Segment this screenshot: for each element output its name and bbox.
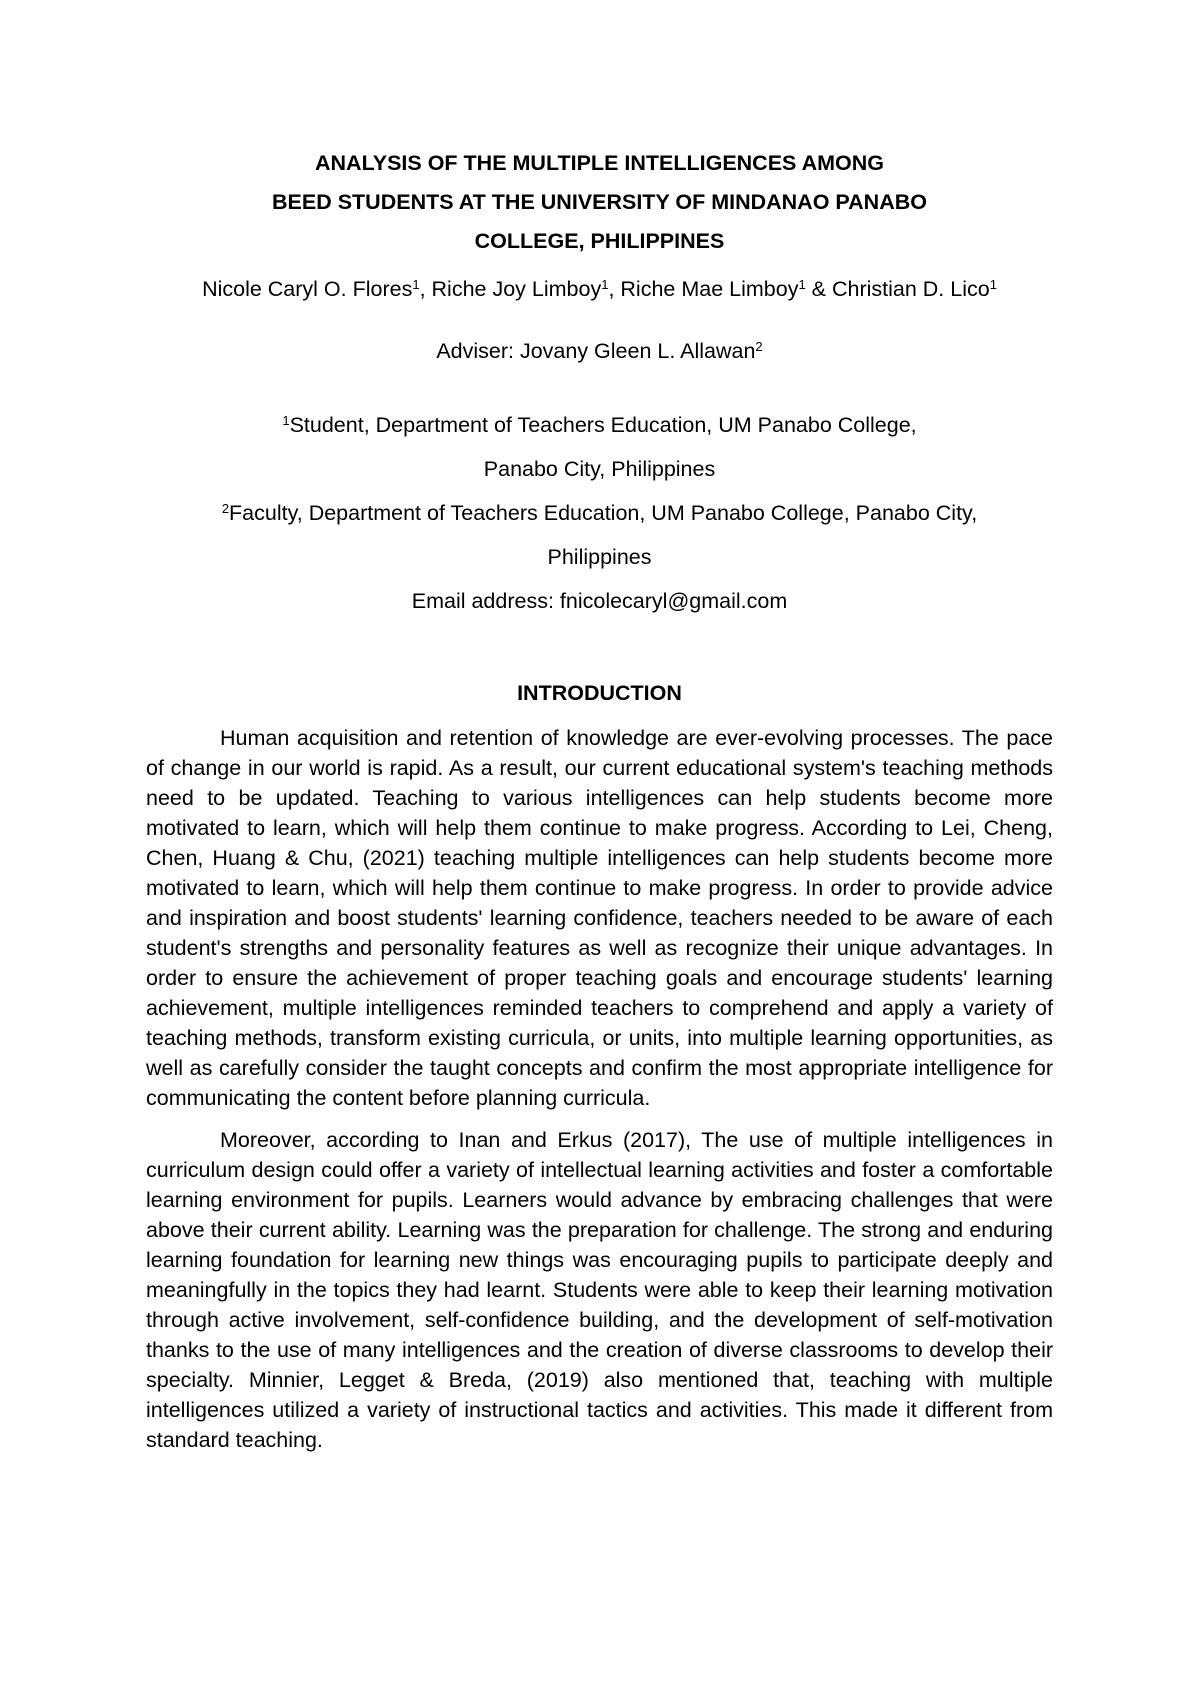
body-paragraph: Moreover, according to Inan and Erkus (2017), The use of multiple intelligences in curriculum design could offer a variety of intellectual learning activities and foster a comfortable learning environment for pupils. Learners would advance by embracing challenges that were above their current ability. Learning was the preparation for challenge. The strong and enduring learning foundation for learning new things was encouraging pupils to participate deeply and meaningfully in the topics they had learnt. Students were able to keep their learning motivation through active involvement, self-confidence building, and the development of self-motivation thanks to the use of many intelligences and the creation of diverse classrooms to develop their specialty. Minnier, Legget & Breda, (2019) also mentioned that, teaching with multiple intelligences utilized a variety of instructional tactics and activities. This made it different from standard teaching. [146, 1128, 1053, 1452]
affiliation-1-continued: Panabo City, Philippines [483, 457, 716, 481]
author-list [146, 275, 1053, 303]
title-line-1: ANALYSIS OF THE MULTIPLE INTELLIGENCES AMONG [315, 151, 884, 175]
affiliations [146, 403, 1053, 623]
author-separator: & [805, 277, 832, 301]
author-name: Christian D. Lico [831, 277, 990, 301]
author-affiliation-mark: 1 [601, 277, 609, 292]
body-paragraph: Human acquisition and retention of knowledge are ever-evolving processes. The pace of change in our world is rapid. As a result, our current educational system's teaching methods need to be updated. Teaching to various intelligences can help students become more motivated to learn, which will help them continue to make progress. According to Lei, Cheng, Chen, Huang & Chu, (2021) teaching multiple intelligences can help students become more motivated to learn, which will help them continue to make progress. In order to provide advice and inspiration and boost students' learning confidence, teachers needed to be aware of each student's strengths and personality features as well as recognize their unique advantages. In order to ensure the achievement of proper teaching goals and encourage students' learning achievement, multiple intelligences reminded teachers to comprehend and apply a variety of teaching methods, transform existing curricula, or units, into multiple learning opportunities, as well as carefully consider the taught concepts and confirm the most appropriate intelligence for communicating the content before planning curricula. [146, 726, 1053, 1110]
affiliation-mark: 1 [282, 413, 290, 428]
author-affiliation-mark: 1 [412, 277, 420, 292]
author-name: Nicole Caryl O. Flores [202, 277, 413, 301]
author-separator: , [419, 277, 432, 301]
author-name: Riche Joy Limboy [431, 277, 602, 301]
affiliation-2 [146, 491, 1053, 535]
author-name: Riche Mae Limboy [620, 277, 799, 301]
affiliation-mark: 2 [221, 501, 230, 516]
adviser-line [146, 337, 1053, 365]
author-affiliation-mark: 1 [798, 277, 806, 292]
author-affiliation-mark: 1 [989, 277, 997, 292]
adviser-text: Adviser: Jovany Gleen L. Allawan [436, 339, 756, 363]
title-line-3: COLLEGE, PHILIPPINES [474, 229, 725, 253]
affiliation-text: Student, Department of Teachers Education, UM Panabo College, [289, 413, 917, 437]
affiliation-text: Faculty, Department of Teachers Education, UM Panabo College, Panabo City, [229, 501, 978, 525]
adviser-affiliation-mark: 2 [755, 339, 763, 354]
affiliation-1 [146, 403, 1053, 447]
email-address: Email address: fnicolecaryl@gmail.com [411, 589, 788, 613]
affiliation-2-continued: Philippines [547, 545, 652, 569]
section-heading-introduction: INTRODUCTION [517, 681, 682, 705]
author-separator: , [608, 277, 621, 301]
title-line-2: BEED STUDENTS AT THE UNIVERSITY OF MINDANAO PANABO [272, 190, 927, 214]
paper-title [146, 0, 1053, 261]
